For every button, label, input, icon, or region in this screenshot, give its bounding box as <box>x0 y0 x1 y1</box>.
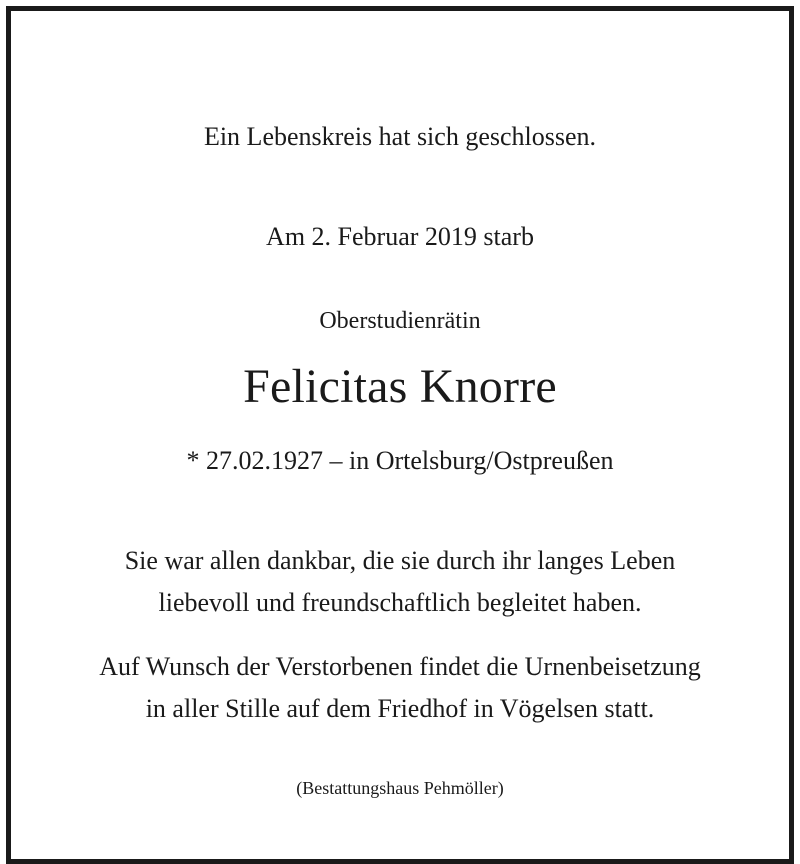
opening-line: Ein Lebenskreis hat sich geschlossen. <box>203 122 597 151</box>
gratitude-line-2: liebevoll und freundschaftlich begleitet haben. <box>158 588 642 617</box>
deceased-title: Oberstudienrätin <box>319 308 481 334</box>
undertaker-line: (Bestattungshaus Pehmöller) <box>296 778 504 798</box>
birth-line: * 27.02.1927 – in Ortelsburg/Ostpreußen <box>186 446 614 475</box>
burial-line-2: in aller Stille auf dem Friedhof in Vögelsen statt. <box>145 694 655 723</box>
gratitude-line-1: Sie war allen dankbar, die sie durch ihr langes Leben <box>124 546 676 575</box>
deceased-name: Felicitas Knorre <box>243 360 557 413</box>
death-date-line: Am 2. Februar 2019 starb <box>266 222 534 251</box>
burial-line-1: Auf Wunsch der Verstorbenen findet die Urnenbeisetzung <box>99 652 701 681</box>
